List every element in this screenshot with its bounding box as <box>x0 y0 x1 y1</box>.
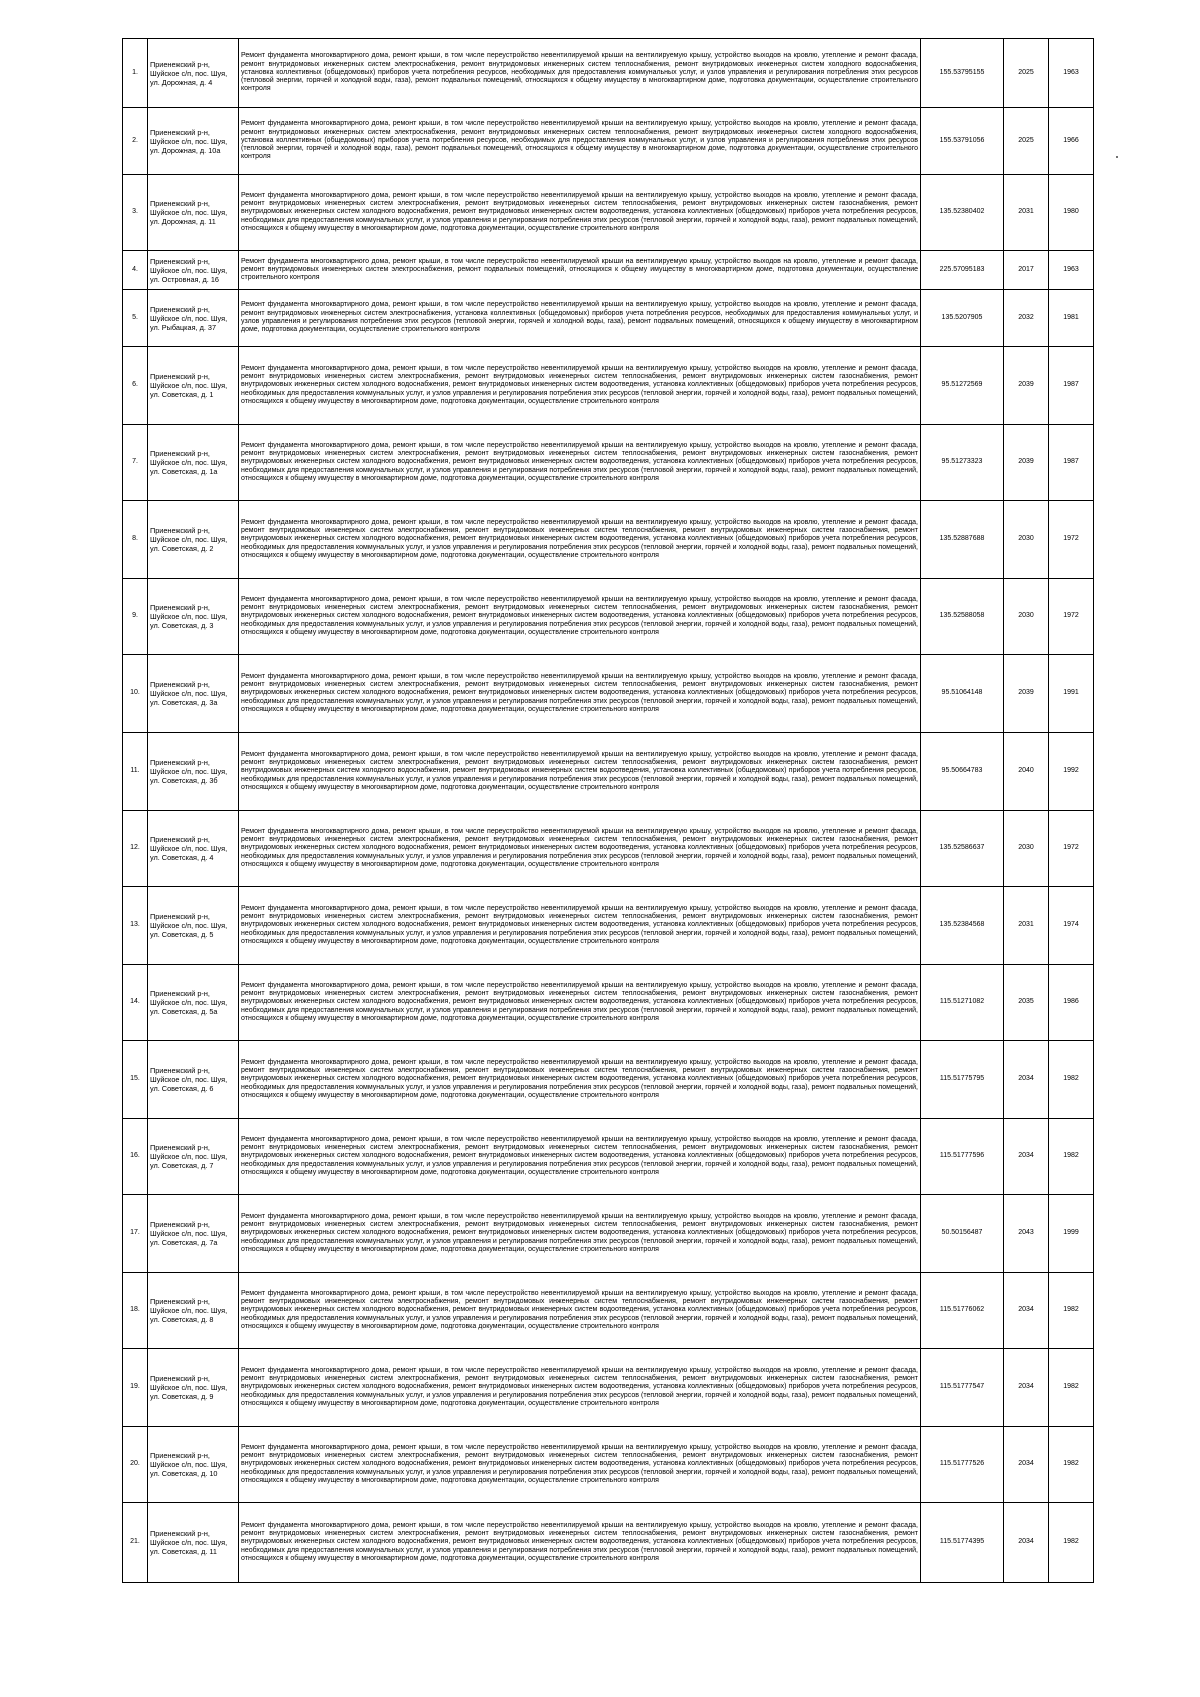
row-number: 6. <box>123 347 148 425</box>
planned-year-cell: 2034 <box>1004 1349 1049 1427</box>
address-cell: Приенежский р-н, Шуйское с/п, пос. Шуя, ул. Дорожная, д. 11 <box>148 175 239 251</box>
row-number: 1. <box>123 39 148 108</box>
row-number: 5. <box>123 290 148 347</box>
works-description-cell: Ремонт фундамента многоквартирного дома, ремонт крыши, в том числе переустройство невентилируемой крыши на вентилируемую крышу, устройство выходов на кровлю, утепление и ремонт фасада, ремонт внутридомовых инженерных систем электроснабжения, ремонт внутридомовых инженерных систем теплоснабжения, ремонт внутридомовых инженерных систем газоснабжения, ремонт внутридомовых инженерных систем холодного водоснабжения, ремонт внутридомовых инженерных систем водоотведения, установка коллективных (общедомовых) приборов учета потребления ресурсов, необходимых для предоставления коммунальных услуг, и узлов управления и регулирования потребления этих ресурсов (тепловой энергии, горячей и холодной воды, газа), ремонт подвальных помещений, относящихся к общему имуществу в многоквартирном доме, подготовка документации, осуществление строительного контроля <box>239 425 921 501</box>
planned-year-cell: 2035 <box>1004 965 1049 1041</box>
row-number: 4. <box>123 251 148 290</box>
address-cell: Приенежский р-н, Шуйское с/п, пос. Шуя, ул. Дорожная, д. 10а <box>148 108 239 175</box>
address-cell: Приенежский р-н, Шуйское с/п, пос. Шуя, ул. Советская, д. 7 <box>148 1119 239 1195</box>
address-cell: Приенежский р-н, Шуйское с/п, пос. Шуя, ул. Советская, д. 1а <box>148 425 239 501</box>
build-year-cell: 1972 <box>1049 579 1094 655</box>
build-year-cell: 1982 <box>1049 1427 1094 1503</box>
works-description-cell: Ремонт фундамента многоквартирного дома, ремонт крыши, в том числе переустройство невентилируемой крыши на вентилируемую крышу, устройство выходов на кровлю, утепление и ремонт фасада, ремонт внутридомовых инженерных систем электроснабжения, ремонт внутридомовых инженерных систем теплоснабжения, ремонт внутридомовых инженерных систем газоснабжения, ремонт внутридомовых инженерных систем холодного водоснабжения, ремонт внутридомовых инженерных систем водоотведения, установка коллективных (общедомовых) приборов учета потребления ресурсов, необходимых для предоставления коммунальных услуг, и узлов управления и регулирования потребления этих ресурсов (тепловой энергии, горячей и холодной воды, газа), ремонт подвальных помещений, относящихся к общему имуществу в многоквартирном доме, подготовка документации, осуществление строительного контроля <box>239 1119 921 1195</box>
planned-year-cell: 2031 <box>1004 175 1049 251</box>
scan-speck <box>1116 156 1118 158</box>
works-description-cell: Ремонт фундамента многоквартирного дома, ремонт крыши, в том числе переустройство невентилируемой крыши на вентилируемую крышу, устройство выходов на кровлю, утепление и ремонт фасада, ремонт внутридомовых инженерных систем электроснабжения, ремонт внутридомовых инженерных систем теплоснабжения, ремонт внутридомовых инженерных систем газоснабжения, ремонт внутридомовых инженерных систем холодного водоснабжения, ремонт внутридомовых инженерных систем водоотведения, установка коллективных (общедомовых) приборов учета потребления ресурсов, необходимых для предоставления коммунальных услуг, и узлов управления и регулирования потребления этих ресурсов (тепловой энергии, горячей и холодной воды, газа), ремонт подвальных помещений, относящихся к общему имуществу в многоквартирном доме, подготовка документации, осуществление строительного контроля <box>239 579 921 655</box>
build-year-cell: 1992 <box>1049 733 1094 811</box>
cost-cell: 95.51273323 <box>921 425 1004 501</box>
works-description-cell: Ремонт фундамента многоквартирного дома, ремонт крыши, в том числе переустройство невентилируемой крыши на вентилируемую крышу, устройство выходов на кровлю, утепление и ремонт фасада, ремонт внутридомовых инженерных систем электроснабжения, ремонт внутридомовых инженерных систем теплоснабжения, ремонт внутридомовых инженерных систем холодного водоснабжения, установка коллективных (общедомовых) приборов учета потребления ресурсов, необходимых для предоставления коммунальных услуг, и узлов управления и регулирования потребления этих ресурсов (тепловой энергии, горячей и холодной воды, газа), ремонт подвальных помещений, относящихся к общему имуществу в многоквартирном доме, подготовка документации, осуществление строительного контроля <box>239 108 921 175</box>
build-year-cell: 1972 <box>1049 501 1094 579</box>
address-cell: Приенежский р-н, Шуйское с/п, пос. Шуя, ул. Советская, д. 8 <box>148 1273 239 1349</box>
address-cell: Приенежский р-н, Шуйское с/п, пос. Шуя, ул. Советская, д. 11 <box>148 1503 239 1583</box>
works-description-cell: Ремонт фундамента многоквартирного дома, ремонт крыши, в том числе переустройство невентилируемой крыши на вентилируемую крышу, устройство выходов на кровлю, утепление и ремонт фасада, ремонт внутридомовых инженерных систем электроснабжения, ремонт внутридомовых инженерных систем теплоснабжения, ремонт внутридомовых инженерных систем газоснабжения, ремонт внутридомовых инженерных систем холодного водоснабжения, ремонт внутридомовых инженерных систем водоотведения, установка коллективных (общедомовых) приборов учета потребления ресурсов, необходимых для предоставления коммунальных услуг, и узлов управления и регулирования потребления этих ресурсов (тепловой энергии, горячей и холодной воды, газа), ремонт подвальных помещений, относящихся к общему имуществу в многоквартирном доме, подготовка документации, осуществление строительного контроля <box>239 347 921 425</box>
planned-year-cell: 2034 <box>1004 1503 1049 1583</box>
planned-year-cell: 2030 <box>1004 579 1049 655</box>
works-description-cell: Ремонт фундамента многоквартирного дома, ремонт крыши, в том числе переустройство невентилируемой крыши на вентилируемую крышу, устройство выходов на кровлю, утепление и ремонт фасада, ремонт внутридомовых инженерных систем электроснабжения, ремонт внутридомовых инженерных систем теплоснабжения, ремонт внутридомовых инженерных систем газоснабжения, ремонт внутридомовых инженерных систем холодного водоснабжения, ремонт внутридомовых инженерных систем водоотведения, установка коллективных (общедомовых) приборов учета потребления ресурсов, необходимых для предоставления коммунальных услуг, и узлов управления и регулирования потребления этих ресурсов (тепловой энергии, горячей и холодной воды, газа), ремонт подвальных помещений, относящихся к общему имуществу в многоквартирном доме, подготовка документации, осуществление строительного контроля <box>239 1427 921 1503</box>
address-cell: Приенежский р-н, Шуйское с/п, пос. Шуя, ул. Советская, д. 4 <box>148 811 239 887</box>
works-description-cell: Ремонт фундамента многоквартирного дома, ремонт крыши, в том числе переустройство невентилируемой крыши на вентилируемую крышу, устройство выходов на кровлю, утепление и ремонт фасада, ремонт внутридомовых инженерных систем электроснабжения, ремонт подвальных помещений, относящихся к общему имуществу в многоквартирном доме, подготовка документации, осуществление строительного контроля <box>239 251 921 290</box>
planned-year-cell: 2043 <box>1004 1195 1049 1273</box>
planned-year-cell: 2034 <box>1004 1119 1049 1195</box>
row-number: 16. <box>123 1119 148 1195</box>
planned-year-cell: 2040 <box>1004 733 1049 811</box>
cost-cell: 95.51064148 <box>921 655 1004 733</box>
works-description-cell: Ремонт фундамента многоквартирного дома, ремонт крыши, в том числе переустройство невентилируемой крыши на вентилируемую крышу, устройство выходов на кровлю, утепление и ремонт фасада, ремонт внутридомовых инженерных систем электроснабжения, ремонт внутридомовых инженерных систем теплоснабжения, ремонт внутридомовых инженерных систем газоснабжения, ремонт внутридомовых инженерных систем холодного водоснабжения, ремонт внутридомовых инженерных систем водоотведения, установка коллективных (общедомовых) приборов учета потребления ресурсов, необходимых для предоставления коммунальных услуг, и узлов управления и регулирования потребления этих ресурсов (тепловой энергии, горячей и холодной воды, газа), ремонт подвальных помещений, относящихся к общему имуществу в многоквартирном доме, подготовка документации, осуществление строительного контроля <box>239 655 921 733</box>
table-row <box>123 1119 1094 1195</box>
address-cell: Приенежский р-н, Шуйское с/п, пос. Шуя, ул. Советская, д. 2 <box>148 501 239 579</box>
row-number: 18. <box>123 1273 148 1349</box>
works-description-cell: Ремонт фундамента многоквартирного дома, ремонт крыши, в том числе переустройство невентилируемой крыши на вентилируемую крышу, устройство выходов на кровлю, утепление и ремонт фасада, ремонт внутридомовых инженерных систем электроснабжения, ремонт внутридомовых инженерных систем теплоснабжения, ремонт внутридомовых инженерных систем холодного водоснабжения, установка коллективных (общедомовых) приборов учета потребления ресурсов, необходимых для предоставления коммунальных услуг, и узлов управления и регулирования потребления этих ресурсов (тепловой энергии, горячей и холодной воды, газа), ремонт подвальных помещений, относящихся к общему имуществу в многоквартирном доме, подготовка документации, осуществление строительного контроля <box>239 39 921 108</box>
planned-year-cell: 2017 <box>1004 251 1049 290</box>
works-description-cell: Ремонт фундамента многоквартирного дома, ремонт крыши, в том числе переустройство невентилируемой крыши на вентилируемую крышу, устройство выходов на кровлю, утепление и ремонт фасада, ремонт внутридомовых инженерных систем электроснабжения, ремонт внутридомовых инженерных систем теплоснабжения, ремонт внутридомовых инженерных систем газоснабжения, ремонт внутридомовых инженерных систем холодного водоснабжения, ремонт внутридомовых инженерных систем водоотведения, установка коллективных (общедомовых) приборов учета потребления ресурсов, необходимых для предоставления коммунальных услуг, и узлов управления и регулирования потребления этих ресурсов (тепловой энергии, горячей и холодной воды, газа), ремонт подвальных помещений, относящихся к общему имуществу в многоквартирном доме, подготовка документации, осуществление строительного контроля <box>239 1273 921 1349</box>
address-cell: Приенежский р-н, Шуйское с/п, пос. Шуя, ул. Советская, д. 7а <box>148 1195 239 1273</box>
table-row <box>123 1503 1094 1583</box>
address-cell: Приенежский р-н, Шуйское с/п, пос. Шуя, ул. Советская, д. 5 <box>148 887 239 965</box>
planned-year-cell: 2030 <box>1004 501 1049 579</box>
works-description-cell: Ремонт фундамента многоквартирного дома, ремонт крыши, в том числе переустройство невентилируемой крыши на вентилируемую крышу, устройство выходов на кровлю, утепление и ремонт фасада, ремонт внутридомовых инженерных систем электроснабжения, ремонт внутридомовых инженерных систем теплоснабжения, ремонт внутридомовых инженерных систем газоснабжения, ремонт внутридомовых инженерных систем холодного водоснабжения, ремонт внутридомовых инженерных систем водоотведения, установка коллективных (общедомовых) приборов учета потребления ресурсов, необходимых для предоставления коммунальных услуг, и узлов управления и регулирования потребления этих ресурсов (тепловой энергии, горячей и холодной воды, газа), ремонт подвальных помещений, относящихся к общему имуществу в многоквартирном доме, подготовка документации, осуществление строительного контроля <box>239 733 921 811</box>
build-year-cell: 1982 <box>1049 1349 1094 1427</box>
build-year-cell: 1987 <box>1049 425 1094 501</box>
works-description-cell: Ремонт фундамента многоквартирного дома, ремонт крыши, в том числе переустройство невентилируемой крыши на вентилируемую крышу, устройство выходов на кровлю, утепление и ремонт фасада, ремонт внутридомовых инженерных систем электроснабжения, ремонт внутридомовых инженерных систем теплоснабжения, ремонт внутридомовых инженерных систем газоснабжения, ремонт внутридомовых инженерных систем холодного водоснабжения, ремонт внутридомовых инженерных систем водоотведения, установка коллективных (общедомовых) приборов учета потребления ресурсов, необходимых для предоставления коммунальных услуг, и узлов управления и регулирования потребления этих ресурсов (тепловой энергии, горячей и холодной воды, газа), ремонт подвальных помещений, относящихся к общему имуществу в многоквартирном доме, подготовка документации, осуществление строительного контроля <box>239 1503 921 1583</box>
planned-year-cell: 2025 <box>1004 39 1049 108</box>
build-year-cell: 1963 <box>1049 251 1094 290</box>
row-number: 20. <box>123 1427 148 1503</box>
planned-year-cell: 2030 <box>1004 811 1049 887</box>
cost-cell: 135.52380402 <box>921 175 1004 251</box>
table-row <box>123 347 1094 425</box>
table-row <box>123 501 1094 579</box>
build-year-cell: 1981 <box>1049 290 1094 347</box>
cost-cell: 95.51272569 <box>921 347 1004 425</box>
cost-cell: 135.52588058 <box>921 579 1004 655</box>
cost-cell: 135.5207905 <box>921 290 1004 347</box>
address-cell: Приенежский р-н, Шуйское с/п, пос. Шуя, ул. Советская, д. 3а <box>148 655 239 733</box>
address-cell: Приенежский р-н, Шуйское с/п, пос. Шуя, ул. Советская, д. 3 <box>148 579 239 655</box>
planned-year-cell: 2032 <box>1004 290 1049 347</box>
address-cell: Приенежский р-н, Шуйское с/п, пос. Шуя, ул. Советская, д. 6 <box>148 1041 239 1119</box>
build-year-cell: 1972 <box>1049 811 1094 887</box>
cost-cell: 135.52887688 <box>921 501 1004 579</box>
table-row <box>123 39 1094 108</box>
works-description-cell: Ремонт фундамента многоквартирного дома, ремонт крыши, в том числе переустройство невентилируемой крыши на вентилируемую крышу, устройство выходов на кровлю, утепление и ремонт фасада, ремонт внутридомовых инженерных систем электроснабжения, ремонт внутридомовых инженерных систем теплоснабжения, ремонт внутридомовых инженерных систем газоснабжения, ремонт внутридомовых инженерных систем холодного водоснабжения, ремонт внутридомовых инженерных систем водоотведения, установка коллективных (общедомовых) приборов учета потребления ресурсов, необходимых для предоставления коммунальных услуг, и узлов управления и регулирования потребления этих ресурсов (тепловой энергии, горячей и холодной воды, газа), ремонт подвальных помещений, относящихся к общему имуществу в многоквартирном доме, подготовка документации, осуществление строительного контроля <box>239 965 921 1041</box>
planned-year-cell: 2031 <box>1004 887 1049 965</box>
cost-cell: 135.52586637 <box>921 811 1004 887</box>
cost-cell: 50.50156487 <box>921 1195 1004 1273</box>
table-row <box>123 579 1094 655</box>
build-year-cell: 1963 <box>1049 39 1094 108</box>
table-row <box>123 251 1094 290</box>
row-number: 10. <box>123 655 148 733</box>
cost-cell: 115.51777526 <box>921 1427 1004 1503</box>
table-row <box>123 290 1094 347</box>
row-number: 19. <box>123 1349 148 1427</box>
table-row <box>123 965 1094 1041</box>
build-year-cell: 1991 <box>1049 655 1094 733</box>
row-number: 2. <box>123 108 148 175</box>
cost-cell: 115.51777547 <box>921 1349 1004 1427</box>
works-description-cell: Ремонт фундамента многоквартирного дома, ремонт крыши, в том числе переустройство невентилируемой крыши на вентилируемую крышу, устройство выходов на кровлю, утепление и ремонт фасада, ремонт внутридомовых инженерных систем электроснабжения, ремонт внутридомовых инженерных систем теплоснабжения, ремонт внутридомовых инженерных систем газоснабжения, ремонт внутридомовых инженерных систем холодного водоснабжения, ремонт внутридомовых инженерных систем водоотведения, установка коллективных (общедомовых) приборов учета потребления ресурсов, необходимых для предоставления коммунальных услуг, и узлов управления и регулирования потребления этих ресурсов (тепловой энергии, горячей и холодной воды, газа), ремонт подвальных помещений, относящихся к общему имуществу в многоквартирном доме, подготовка документации, осуществление строительного контроля <box>239 501 921 579</box>
works-description-cell: Ремонт фундамента многоквартирного дома, ремонт крыши, в том числе переустройство невентилируемой крыши на вентилируемую крышу, устройство выходов на кровлю, утепление и ремонт фасада, ремонт внутридомовых инженерных систем электроснабжения, ремонт внутридомовых инженерных систем теплоснабжения, ремонт внутридомовых инженерных систем газоснабжения, ремонт внутридомовых инженерных систем холодного водоснабжения, ремонт внутридомовых инженерных систем водоотведения, установка коллективных (общедомовых) приборов учета потребления ресурсов, необходимых для предоставления коммунальных услуг, и узлов управления и регулирования потребления этих ресурсов (тепловой энергии, горячей и холодной воды, газа), ремонт подвальных помещений, относящихся к общему имуществу в многоквартирном доме, подготовка документации, осуществление строительного контроля <box>239 1349 921 1427</box>
row-number: 21. <box>123 1503 148 1583</box>
row-number: 17. <box>123 1195 148 1273</box>
table-row <box>123 733 1094 811</box>
row-number: 12. <box>123 811 148 887</box>
cost-cell: 155.53791056 <box>921 108 1004 175</box>
table-row <box>123 1273 1094 1349</box>
build-year-cell: 1999 <box>1049 1195 1094 1273</box>
row-number: 14. <box>123 965 148 1041</box>
planned-year-cell: 2034 <box>1004 1041 1049 1119</box>
cost-cell: 115.51271082 <box>921 965 1004 1041</box>
address-cell: Приенежский р-н, Шуйское с/п, пос. Шуя, ул. Советская, д. 9 <box>148 1349 239 1427</box>
address-cell: Приенежский р-н, Шуйское с/п, пос. Шуя, ул. Советская, д. 1 <box>148 347 239 425</box>
row-number: 8. <box>123 501 148 579</box>
build-year-cell: 1987 <box>1049 347 1094 425</box>
table-row <box>123 425 1094 501</box>
works-description-cell: Ремонт фундамента многоквартирного дома, ремонт крыши, в том числе переустройство невентилируемой крыши на вентилируемую крышу, устройство выходов на кровлю, утепление и ремонт фасада, ремонт внутридомовых инженерных систем электроснабжения, установка коллективных (общедомовых) приборов учета потребления ресурсов, необходимых для предоставления коммунальных услуг, и узлов управления и регулирования потребления этих ресурсов (тепловой энергии, горячей и холодной воды, газа), ремонт подвальных помещений, относящихся к общему имуществу в многоквартирном доме, подготовка документации, осуществление строительного контроля <box>239 290 921 347</box>
row-number: 11. <box>123 733 148 811</box>
row-number: 7. <box>123 425 148 501</box>
row-number: 3. <box>123 175 148 251</box>
address-cell: Приенежский р-н, Шуйское с/п, пос. Шуя, ул. Советская, д. 3б <box>148 733 239 811</box>
build-year-cell: 1982 <box>1049 1119 1094 1195</box>
build-year-cell: 1986 <box>1049 965 1094 1041</box>
row-number: 13. <box>123 887 148 965</box>
planned-year-cell: 2039 <box>1004 425 1049 501</box>
table-row <box>123 1041 1094 1119</box>
repair-program-table <box>122 38 1094 1583</box>
cost-cell: 95.50664783 <box>921 733 1004 811</box>
planned-year-cell: 2025 <box>1004 108 1049 175</box>
address-cell: Приенежский р-н, Шуйское с/п, пос. Шуя, ул. Рыбацкая, д. 37 <box>148 290 239 347</box>
row-number: 15. <box>123 1041 148 1119</box>
table-body <box>123 39 1094 1583</box>
table-row <box>123 655 1094 733</box>
table-row <box>123 887 1094 965</box>
planned-year-cell: 2039 <box>1004 347 1049 425</box>
works-description-cell: Ремонт фундамента многоквартирного дома, ремонт крыши, в том числе переустройство невентилируемой крыши на вентилируемую крышу, устройство выходов на кровлю, утепление и ремонт фасада, ремонт внутридомовых инженерных систем электроснабжения, ремонт внутридомовых инженерных систем теплоснабжения, ремонт внутридомовых инженерных систем газоснабжения, ремонт внутридомовых инженерных систем холодного водоснабжения, ремонт внутридомовых инженерных систем водоотведения, установка коллективных (общедомовых) приборов учета потребления ресурсов, необходимых для предоставления коммунальных услуг, и узлов управления и регулирования потребления этих ресурсов (тепловой энергии, горячей и холодной воды, газа), ремонт подвальных помещений, относящихся к общему имуществу в многоквартирном доме, подготовка документации, осуществление строительного контроля <box>239 887 921 965</box>
table-row <box>123 1349 1094 1427</box>
build-year-cell: 1966 <box>1049 108 1094 175</box>
build-year-cell: 1980 <box>1049 175 1094 251</box>
cost-cell: 115.51776062 <box>921 1273 1004 1349</box>
cost-cell: 115.51775795 <box>921 1041 1004 1119</box>
build-year-cell: 1982 <box>1049 1273 1094 1349</box>
cost-cell: 115.51777596 <box>921 1119 1004 1195</box>
table-row <box>123 108 1094 175</box>
address-cell: Приенежский р-н, Шуйское с/п, пос. Шуя, ул. Советская, д. 10 <box>148 1427 239 1503</box>
table-row <box>123 811 1094 887</box>
build-year-cell: 1982 <box>1049 1041 1094 1119</box>
cost-cell: 115.51774395 <box>921 1503 1004 1583</box>
works-description-cell: Ремонт фундамента многоквартирного дома, ремонт крыши, в том числе переустройство невентилируемой крыши на вентилируемую крышу, устройство выходов на кровлю, утепление и ремонт фасада, ремонт внутридомовых инженерных систем электроснабжения, ремонт внутридомовых инженерных систем теплоснабжения, ремонт внутридомовых инженерных систем газоснабжения, ремонт внутридомовых инженерных систем холодного водоснабжения, ремонт внутридомовых инженерных систем водоотведения, установка коллективных (общедомовых) приборов учета потребления ресурсов, необходимых для предоставления коммунальных услуг, и узлов управления и регулирования потребления этих ресурсов (тепловой энергии, горячей и холодной воды, газа), ремонт подвальных помещений, относящихся к общему имуществу в многоквартирном доме, подготовка документации, осуществление строительного контроля <box>239 175 921 251</box>
planned-year-cell: 2034 <box>1004 1427 1049 1503</box>
planned-year-cell: 2039 <box>1004 655 1049 733</box>
works-description-cell: Ремонт фундамента многоквартирного дома, ремонт крыши, в том числе переустройство невентилируемой крыши на вентилируемую крышу, устройство выходов на кровлю, утепление и ремонт фасада, ремонт внутридомовых инженерных систем электроснабжения, ремонт внутридомовых инженерных систем теплоснабжения, ремонт внутридомовых инженерных систем газоснабжения, ремонт внутридомовых инженерных систем холодного водоснабжения, ремонт внутридомовых инженерных систем водоотведения, установка коллективных (общедомовых) приборов учета потребления ресурсов, необходимых для предоставления коммунальных услуг, и узлов управления и регулирования потребления этих ресурсов (тепловой энергии, горячей и холодной воды, газа), ремонт подвальных помещений, относящихся к общему имуществу в многоквартирном доме, подготовка документации, осуществление строительного контроля <box>239 1195 921 1273</box>
planned-year-cell: 2034 <box>1004 1273 1049 1349</box>
build-year-cell: 1982 <box>1049 1503 1094 1583</box>
cost-cell: 225.57095183 <box>921 251 1004 290</box>
address-cell: Приенежский р-н, Шуйское с/п, пос. Шуя, ул. Советская, д. 5а <box>148 965 239 1041</box>
cost-cell: 155.53795155 <box>921 39 1004 108</box>
row-number: 9. <box>123 579 148 655</box>
table-row <box>123 1195 1094 1273</box>
address-cell: Приенежский р-н, Шуйское с/п, пос. Шуя, ул. Островная, д. 16 <box>148 251 239 290</box>
build-year-cell: 1974 <box>1049 887 1094 965</box>
works-description-cell: Ремонт фундамента многоквартирного дома, ремонт крыши, в том числе переустройство невентилируемой крыши на вентилируемую крышу, устройство выходов на кровлю, утепление и ремонт фасада, ремонт внутридомовых инженерных систем электроснабжения, ремонт внутридомовых инженерных систем теплоснабжения, ремонт внутридомовых инженерных систем газоснабжения, ремонт внутридомовых инженерных систем холодного водоснабжения, ремонт внутридомовых инженерных систем водоотведения, установка коллективных (общедомовых) приборов учета потребления ресурсов, необходимых для предоставления коммунальных услуг, и узлов управления и регулирования потребления этих ресурсов (тепловой энергии, горячей и холодной воды, газа), ремонт подвальных помещений, относящихся к общему имуществу в многоквартирном доме, подготовка документации, осуществление строительного контроля <box>239 811 921 887</box>
address-cell: Приенежский р-н, Шуйское с/п, пос. Шуя, ул. Дорожная, д. 4 <box>148 39 239 108</box>
table-row <box>123 175 1094 251</box>
cost-cell: 135.52384568 <box>921 887 1004 965</box>
table-row <box>123 1427 1094 1503</box>
works-description-cell: Ремонт фундамента многоквартирного дома, ремонт крыши, в том числе переустройство невентилируемой крыши на вентилируемую крышу, устройство выходов на кровлю, утепление и ремонт фасада, ремонт внутридомовых инженерных систем электроснабжения, ремонт внутридомовых инженерных систем теплоснабжения, ремонт внутридомовых инженерных систем газоснабжения, ремонт внутридомовых инженерных систем холодного водоснабжения, ремонт внутридомовых инженерных систем водоотведения, установка коллективных (общедомовых) приборов учета потребления ресурсов, необходимых для предоставления коммунальных услуг, и узлов управления и регулирования потребления этих ресурсов (тепловой энергии, горячей и холодной воды, газа), ремонт подвальных помещений, относящихся к общему имуществу в многоквартирном доме, подготовка документации, осуществление строительного контроля <box>239 1041 921 1119</box>
